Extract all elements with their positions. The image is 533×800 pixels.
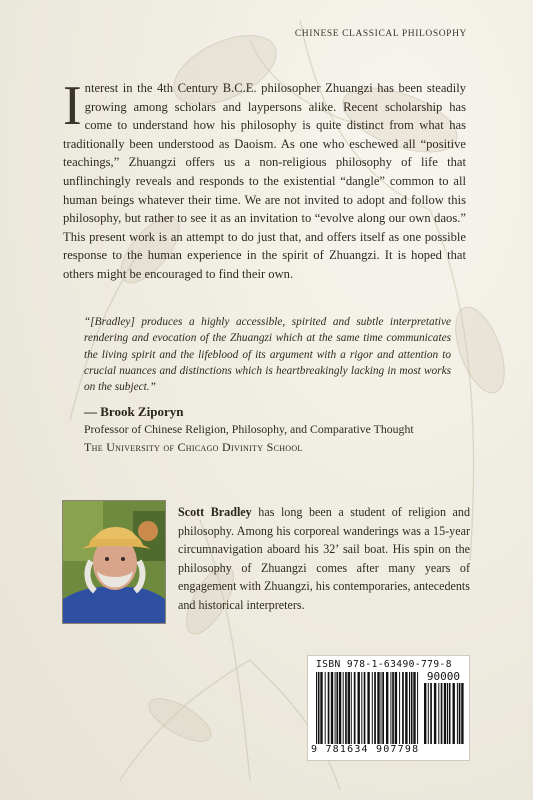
barcode-bar — [453, 683, 455, 744]
barcode-bar — [411, 672, 413, 744]
barcode-bar — [430, 683, 432, 744]
endorser-institution: The University of Chicago Divinity School — [84, 440, 303, 454]
barcode-bar — [428, 683, 429, 744]
barcode-bar — [348, 672, 350, 744]
addon-barcode-bars — [424, 683, 464, 744]
barcode-bar — [336, 672, 338, 744]
isbn-barcode — [307, 655, 470, 761]
series-label: CHINESE CLASSICAL PHILOSOPHY — [294, 29, 467, 39]
description-text: nterest in the 4th Century B.C.E. philosopher Zhuangzi has been steadily growing among scholars and laypersons alike. Recent scholarship has come to understand how his philosophy is quite distinct from what has traditionally been understood as Daoism. As one who eschewed all “positive teachings,” Zhuangzi offers us a non-religious philosophy of life that unflinchingly reveals and responds to the existential “dangle” common to all human beings whatever their time. We are not invited to adopt and follow this philosophy, but rather to see it as an invitation to “evolve along our own daos.” This present work is an attempt to do just that, and offers itself as one possible response to the human experience in the spirit of Zhuangzi. It is hoped that others might be encouraged to find their own. — [63, 81, 466, 281]
barcode-bar — [461, 683, 463, 744]
barcode-bar — [361, 672, 362, 744]
author-bio-text: has long been a student of religion and philosophy. Among his corporeal wanderings was a 15-year circumnavigation aboard his 32’ sail boat. His spin on the philosophy of Zhuangzi comes after many years of engagement with Zhuangzi, his contemporaries, antecedents and historical interpreters. — [178, 505, 471, 612]
endorsement-quote: “[Bradley] produces a highly accessible, spirited and subtle interpretative rendering and evocation of the Zhuangzi which at the same time communicates the living spirit and the lifeblood of its argument with a rigor and attention to crucial nuances and distinctions which is heartbreakingly lacking in most works on the subject.” — [84, 316, 451, 394]
barcode-bar — [331, 672, 333, 744]
author-name: Scott Bradley — [178, 505, 252, 519]
barcode-bar — [413, 672, 415, 744]
barcode-bar — [459, 683, 461, 744]
barcode-bar — [316, 672, 317, 744]
barcode-bar — [447, 683, 448, 744]
barcode-bar — [328, 672, 330, 744]
barcode-bar — [364, 672, 366, 744]
author-bio — [178, 503, 470, 615]
isbn-label: ISBN 978-1-63490-779-8 — [316, 659, 452, 670]
barcode-bar — [424, 683, 426, 744]
barcode-bar — [335, 672, 336, 744]
barcode-bar — [351, 672, 352, 744]
price-code: 90000 — [426, 670, 460, 683]
barcode-bar — [339, 672, 341, 744]
barcode-bar — [345, 672, 347, 744]
barcode-bar — [381, 672, 382, 744]
barcode-bar — [358, 672, 360, 744]
barcode-bar — [377, 672, 379, 744]
author-portrait-illustration — [63, 501, 165, 623]
barcode-bar — [449, 683, 451, 744]
drop-cap-letter: I — [63, 75, 82, 137]
barcode-bar — [434, 683, 436, 744]
endorser-name: — Brook Ziporyn — [84, 404, 184, 419]
barcode-bar — [318, 672, 320, 744]
author-photo — [62, 500, 166, 624]
barcode-bar — [417, 672, 418, 744]
barcode-bar — [390, 672, 391, 744]
barcode-bar — [409, 672, 410, 744]
description-paragraph — [63, 75, 466, 284]
barcode-bar — [392, 672, 394, 744]
barcode-bar — [395, 672, 397, 744]
barcode-bar — [372, 672, 373, 744]
barcode-bar — [325, 672, 326, 744]
isbn-digits: 9 781634 907798 — [311, 744, 420, 755]
barcode-bar — [444, 683, 446, 744]
barcode-bar — [320, 672, 322, 744]
barcode-bar — [438, 683, 439, 744]
barcode-bar — [382, 672, 384, 744]
barcode-bar — [405, 672, 407, 744]
barcode-bar — [367, 672, 369, 744]
barcode-bar — [402, 672, 404, 744]
barcode-bar — [441, 683, 443, 744]
endorser-title: Professor of Chinese Religion, Philosophy, and Comparative Thought — [84, 422, 414, 436]
barcode-bar — [386, 672, 388, 744]
barcode-bar — [374, 672, 376, 744]
barcode-bar — [354, 672, 356, 744]
barcode-bar — [457, 683, 458, 744]
ean-barcode-bars — [316, 672, 420, 744]
barcode-bar — [399, 672, 400, 744]
barcode-bar — [343, 672, 344, 744]
